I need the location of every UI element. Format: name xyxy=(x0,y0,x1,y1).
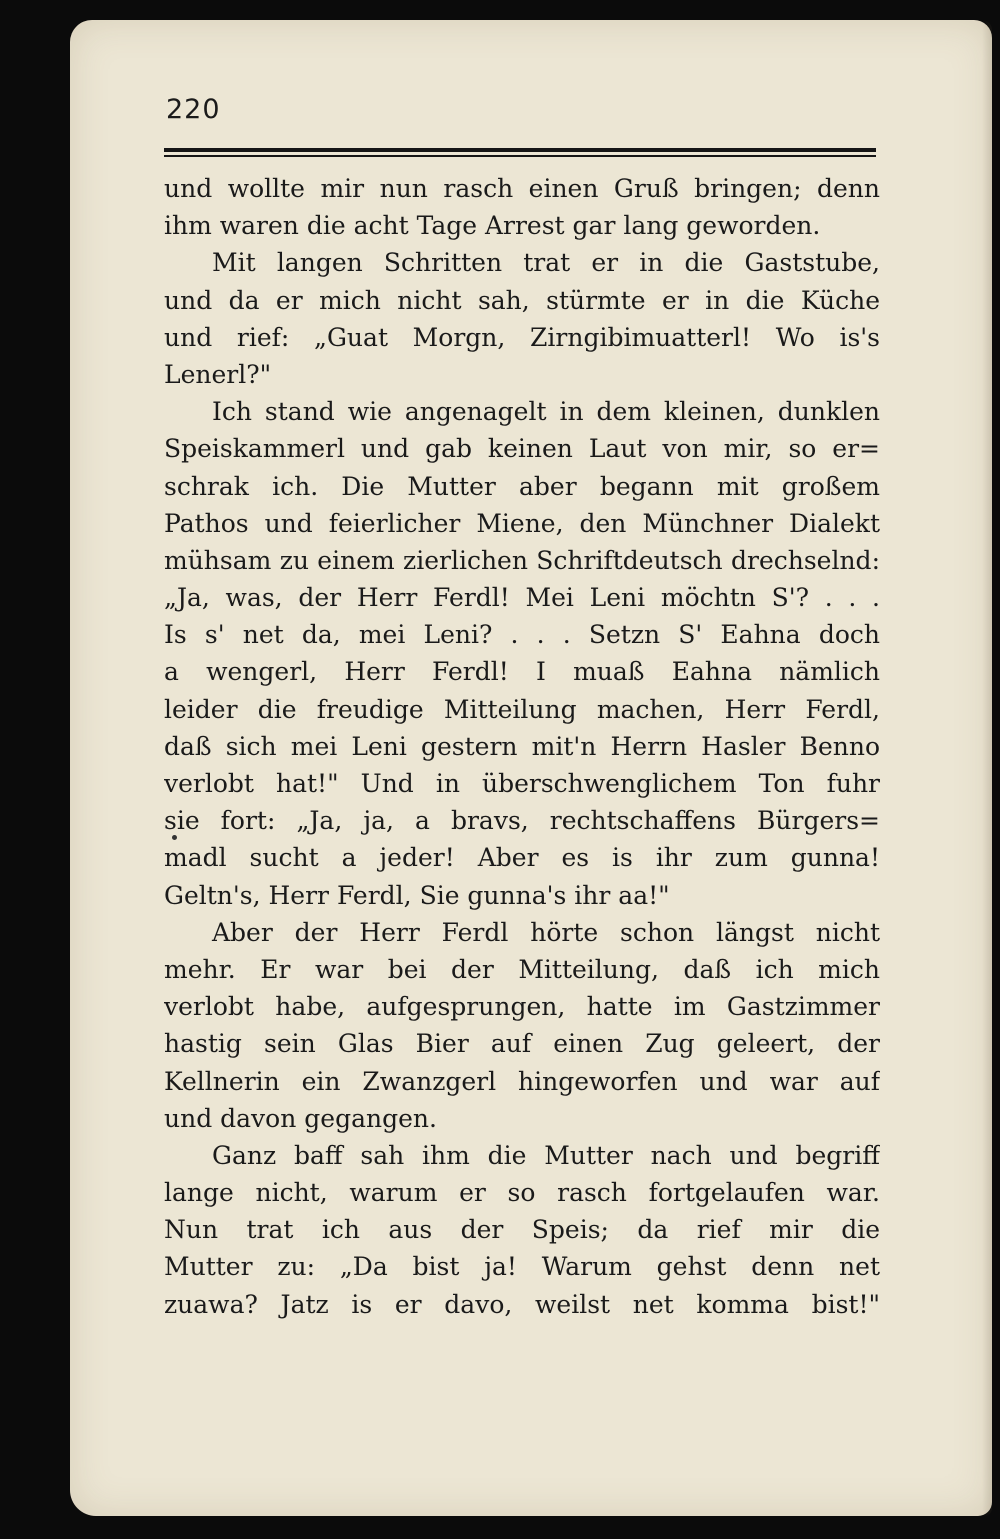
text-line: daß sich mei Leni gestern mit'n Herrn Hasler Benno xyxy=(164,731,880,761)
text-line: Mit langen Schritten trat er in die Gaststube, xyxy=(212,248,880,278)
text-line: Ich stand wie angenagelt in dem kleinen, dunklen xyxy=(212,397,880,427)
text-line: mehr. Er war bei der Mitteilung, daß ich mich xyxy=(164,954,880,984)
text-line: und wollte mir nun rasch einen Gruß bringen; denn xyxy=(164,174,880,203)
text-line: und davon gegangen. xyxy=(164,1103,437,1133)
text-line: madl sucht a jeder! Aber es is ihr zum gunna! xyxy=(164,843,880,873)
text-line: und da er mich nicht sah, stürmte er in die Küche xyxy=(164,285,880,315)
page-number: 220 xyxy=(166,94,221,125)
text-line: Nun trat ich aus der Speis; da rief mir die xyxy=(164,1215,880,1245)
text-line: verlobt habe, aufgesprungen, hatte im Gastzimmer xyxy=(164,992,880,1022)
ink-speck xyxy=(172,835,177,840)
text-line: ihm waren die acht Tage Arrest gar lang geworden. xyxy=(164,211,821,241)
text-line: zuawa? Jatz is er davo, weilst net komma bist!" xyxy=(164,1289,880,1319)
text-line: Speiskammerl und gab keinen Laut von mir, so er= xyxy=(164,434,880,464)
header-rule-thin xyxy=(164,155,876,157)
page-edge-shadow xyxy=(982,20,992,1516)
text-line: Ganz baff sah ihm die Mutter nach und begriff xyxy=(212,1140,880,1170)
text-line: und rief: „Guat Morgn, Zirngibimuatterl! Wo is's xyxy=(164,322,880,352)
text-line: Is s' net da, mei Leni? . . . Setzn S' Eahna doch xyxy=(164,620,880,650)
text-line: Lenerl?" xyxy=(164,359,272,389)
text-line: hastig sein Glas Bier auf einen Zug geleert, der xyxy=(164,1029,880,1059)
text-line: mühsam zu einem zierlichen Schriftdeutsch drechselnd: xyxy=(164,545,880,575)
body-text xyxy=(164,170,880,1323)
text-line: schrak ich. Die Mutter aber begann mit großem xyxy=(164,471,880,501)
text-line: Mutter zu: „Da bist ja! Warum gehst denn net xyxy=(164,1252,880,1282)
text-line: Kellnerin ein Zwanzgerl hingeworfen und war auf xyxy=(164,1066,880,1096)
header-rule-thick xyxy=(164,148,876,152)
text-line: Geltn's, Herr Ferdl, Sie gunna's ihr aa!" xyxy=(164,880,670,910)
text-line: sie fort: „Ja, ja, a bravs, rechtschaffens Bürgers= xyxy=(164,806,880,836)
text-line: Aber der Herr Ferdl hörte schon längst nicht xyxy=(212,917,880,947)
text-line: „Ja, was, der Herr Ferdl! Mei Leni möchtn S'? . . . xyxy=(164,583,880,613)
text-line: a wengerl, Herr Ferdl! I muaß Eahna nämlich xyxy=(164,657,880,687)
text-line: leider die freudige Mitteilung machen, Herr Ferdl, xyxy=(164,694,880,724)
text-line: Pathos und feierlicher Miene, den Münchner Dialekt xyxy=(164,508,880,538)
text-line: lange nicht, warum er so rasch fortgelaufen war. xyxy=(164,1178,880,1208)
text-line: verlobt hat!" Und in überschwenglichem Ton fuhr xyxy=(164,769,880,798)
